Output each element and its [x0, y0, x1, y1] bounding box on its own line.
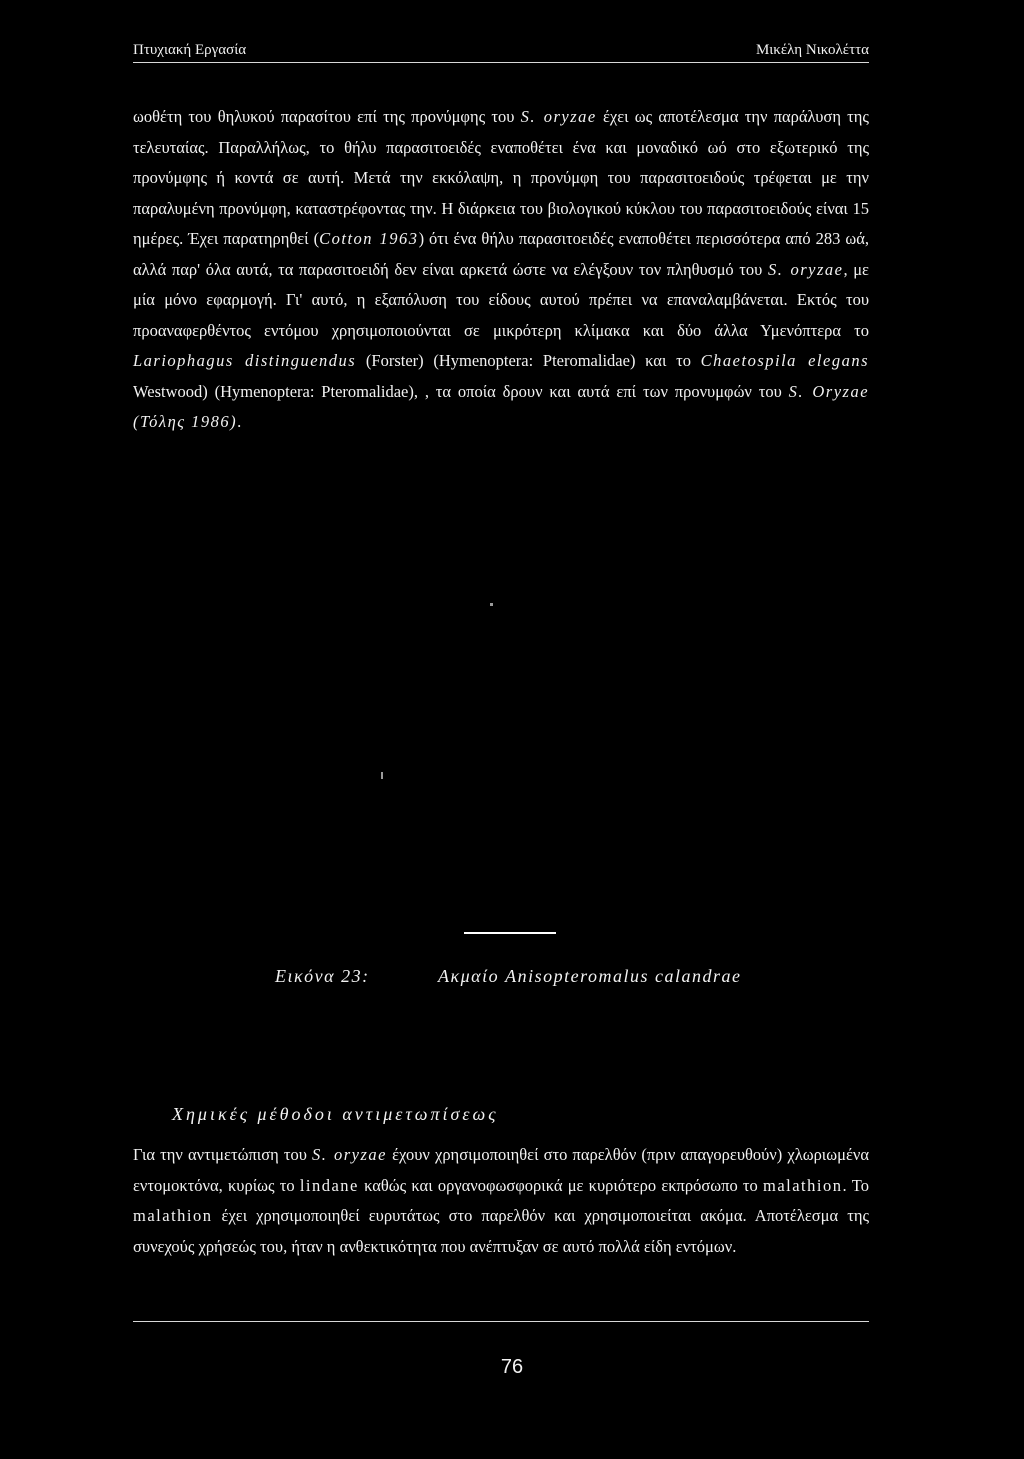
text-run: (Forster) (Hymenoptera: Pteromalidae) και το [356, 351, 701, 370]
insecticide-name: lindane [299, 1175, 359, 1195]
species-name: Chaetospila elegans [700, 351, 870, 370]
figure-rule [464, 932, 556, 934]
text-run: ) ότι ένα θήλυ παρασιτοειδές εναποθέτει περισσότερα από 283 ωά, αλλά παρ' όλα αυτά, τα παρασιτοειδή δεν είναι αρκετά ώστε να ελέγξουν τον πληθυσμό του [133, 229, 869, 279]
species-name: S. oryzae [767, 259, 844, 279]
figure-caption: Ακμαίο Anisopteromalus calandrae [438, 966, 742, 986]
insecticide-name: malathion [133, 1206, 213, 1225]
text-run: Westwood) (Hymenoptera: Pteromalidae), , τα οποία δρουν και αυτά επί των προνυμφών του [133, 381, 789, 401]
body-paragraph-parasitoid [133, 102, 869, 438]
text-run: καθώς και οργανοφωσφορικά με κυριότερο εκπρόσωπο το [358, 1175, 763, 1195]
species-name: S. oryzae [520, 107, 597, 126]
scan-speck [490, 603, 493, 606]
page-header [133, 38, 869, 63]
text-run: , με μία μόνο εφαρμογή. Γι' αυτό, η εξαπόλυση του είδους αυτού πρέπει να επαναλαμβάνεται. Εκτός του προαναφερθέντος εντόμου χρησιμοποιούνται σε μικρότερη κλίμακα και δύο άλλα Υμενόπτερα το [133, 259, 869, 340]
citation: Cotton 1963 [319, 229, 419, 248]
text-run: ωοθέτη του θηλυκού παρασίτου επί της προνύμφης του [133, 107, 521, 126]
text-run: έχει ως αποτέλεσμα την παράλυση της τελευταίας. Παραλλήλως, το θήλυ παρασιτοειδές εναποθέτει ένα και μοναδικό ωό στο εξωτερικό της προνύμφης ή κοντά σε αυτή. Μετά την εκκόλαψη, η προνύμφη του παρασιτοειδούς τρέφεται με την παραλυμένη προνύμφη, καταστρέφοντας την. Η διάρκεια του βιολογικού κύκλου του παρασιτοειδούς είναι 15 ημέρες. Έχει παρατηρηθεί ( [133, 107, 869, 248]
text-run: έχουν χρησιμοποιηθεί στο παρελθόν (πριν απαγορευθούν) χλωριωμένα εντομοκτόνα, κυρίως το [133, 1145, 869, 1195]
header-title: Πτυχιακή Εργασία [133, 42, 247, 58]
scan-speck [381, 772, 383, 779]
page-number: 76 [500, 1356, 524, 1378]
species-name: Lariophagus distinguendus [133, 351, 357, 370]
citation: S. Oryzae (Τόλης 1986) [133, 381, 870, 431]
insecticide-name: malathion [762, 1175, 843, 1195]
header-author: Μικέλη Νικολέττα [755, 42, 869, 58]
text-run: Για την αντιμετώπιση του [133, 1145, 313, 1164]
section-heading: Χημικές μέθοδοι αντιμετωπίσεως [172, 1104, 499, 1124]
text-run: έχει χρησιμοποιηθεί ευρυτάτως στο παρελθόν και χρησιμοποιείται ακόμα. Αποτέλεσμα της συνεχούς χρήσεώς του, ήταν η ανθεκτικότητα που ανέπτυξαν σε αυτό πολλά είδη εντόμων. [133, 1206, 869, 1256]
figure-label: Εικόνα 23: [275, 966, 370, 986]
text-run: . [237, 412, 242, 431]
footer-rule [133, 1321, 869, 1322]
text-run: . Το [842, 1175, 869, 1195]
species-name: S. oryzae [312, 1145, 387, 1164]
body-paragraph-chemical [133, 1140, 869, 1262]
